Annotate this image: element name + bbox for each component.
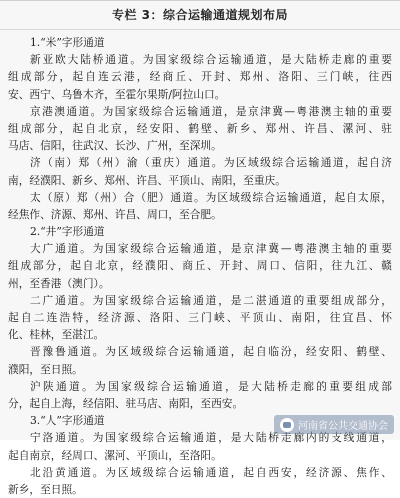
paragraph-line: 起自南京，经周口、漯河、平顶山，至洛阳。	[8, 447, 392, 464]
paragraph-line: 起自二连浩特，经济源、洛阳、三门峡、平顶山、南阳，往宜昌、怀	[8, 309, 392, 326]
paragraph-line: 京港澳通道。为国家级综合运输通道，是京津冀—粤港澳主轴的重要	[8, 103, 392, 120]
paragraph-line: 分，起自上海，经信阳、驻马店、南阳，至西安。	[8, 395, 392, 412]
paragraph-line: 宁洛通道。为国家级综合运输通道，是大陆桥走廊内的支线通道，	[8, 429, 392, 446]
paragraph-line: 组成部分，起自北京，经安阳、鹤壁、新乡、郑州、许昌、漯河、驻	[8, 120, 392, 137]
paragraph-line: 马店、信阳，往武汉、长沙、广州，至深圳。	[8, 137, 392, 154]
paragraph-line: 晋豫鲁通道。为区域级综合运输通道，起自临汾，经安阳、鹤壁、	[8, 343, 392, 360]
paragraph-line: 经焦作、济源、郑州、许昌、周口，至合肥。	[8, 206, 392, 223]
paragraph-line: 南，经濮阳、新乡、郑州、许昌、平顶山、南阳，至重庆。	[8, 172, 392, 189]
paragraph-line: 二广通道。为国家级综合运输通道，是二湛通道的重要组成部分，	[8, 292, 392, 309]
watermark-label: 河南省公共交通协会	[298, 417, 388, 432]
paragraph-line: 化、桂林，至湛江。	[8, 326, 392, 343]
section-heading: 3.“人”字形通道	[8, 412, 392, 429]
paragraph-line: 组成部分，起自连云港，经商丘、开封、郑州、洛阳、三门峡，往西	[8, 68, 392, 85]
paragraph-line: 大广通道。为国家级综合运输通道，是京津冀—粤港澳主轴的重要	[8, 240, 392, 257]
paragraph-line: 北沿黄通道。为区域级综合运输通道，起自西安，经济源、焦作、	[8, 464, 392, 481]
paragraph-line: 安、西宁、乌鲁木齐，至霍尔果斯/阿拉山口。	[8, 86, 392, 103]
paragraph-line: 太（原）郑（州）合（肥）通道。为区域级综合运输通道，起自太原，	[8, 189, 392, 206]
paragraph-line: 新亚欧大陆桥通道。为国家级综合运输通道，是大陆桥走廊的重要	[8, 51, 392, 68]
paragraph-line: 濮阳，至日照。	[8, 361, 392, 378]
paragraph-line: 组成部分，起自北京，经濮阳、商丘、开封、周口、信阳，往九江、赣	[8, 257, 392, 274]
paragraph-line: 新乡，至日照。	[8, 481, 392, 498]
section-heading: 1.“米”字形通道	[8, 34, 392, 51]
paragraph-line: 沪陕通道。为国家级综合运输通道，是大陆桥走廊的重要组成部	[8, 378, 392, 395]
paragraph-line: 济（南）郑（州）渝（重庆）通道。为区域级综合运输通道，起自济	[8, 154, 392, 171]
column-title: 专栏 3：综合运输通道规划布局	[0, 1, 400, 30]
watermark	[274, 415, 394, 434]
paragraph-line: 州，至香港（澳门）。	[8, 275, 392, 292]
section-heading: 2.“井”字形通道	[8, 223, 392, 240]
wechat-official-account-icon	[280, 418, 294, 432]
